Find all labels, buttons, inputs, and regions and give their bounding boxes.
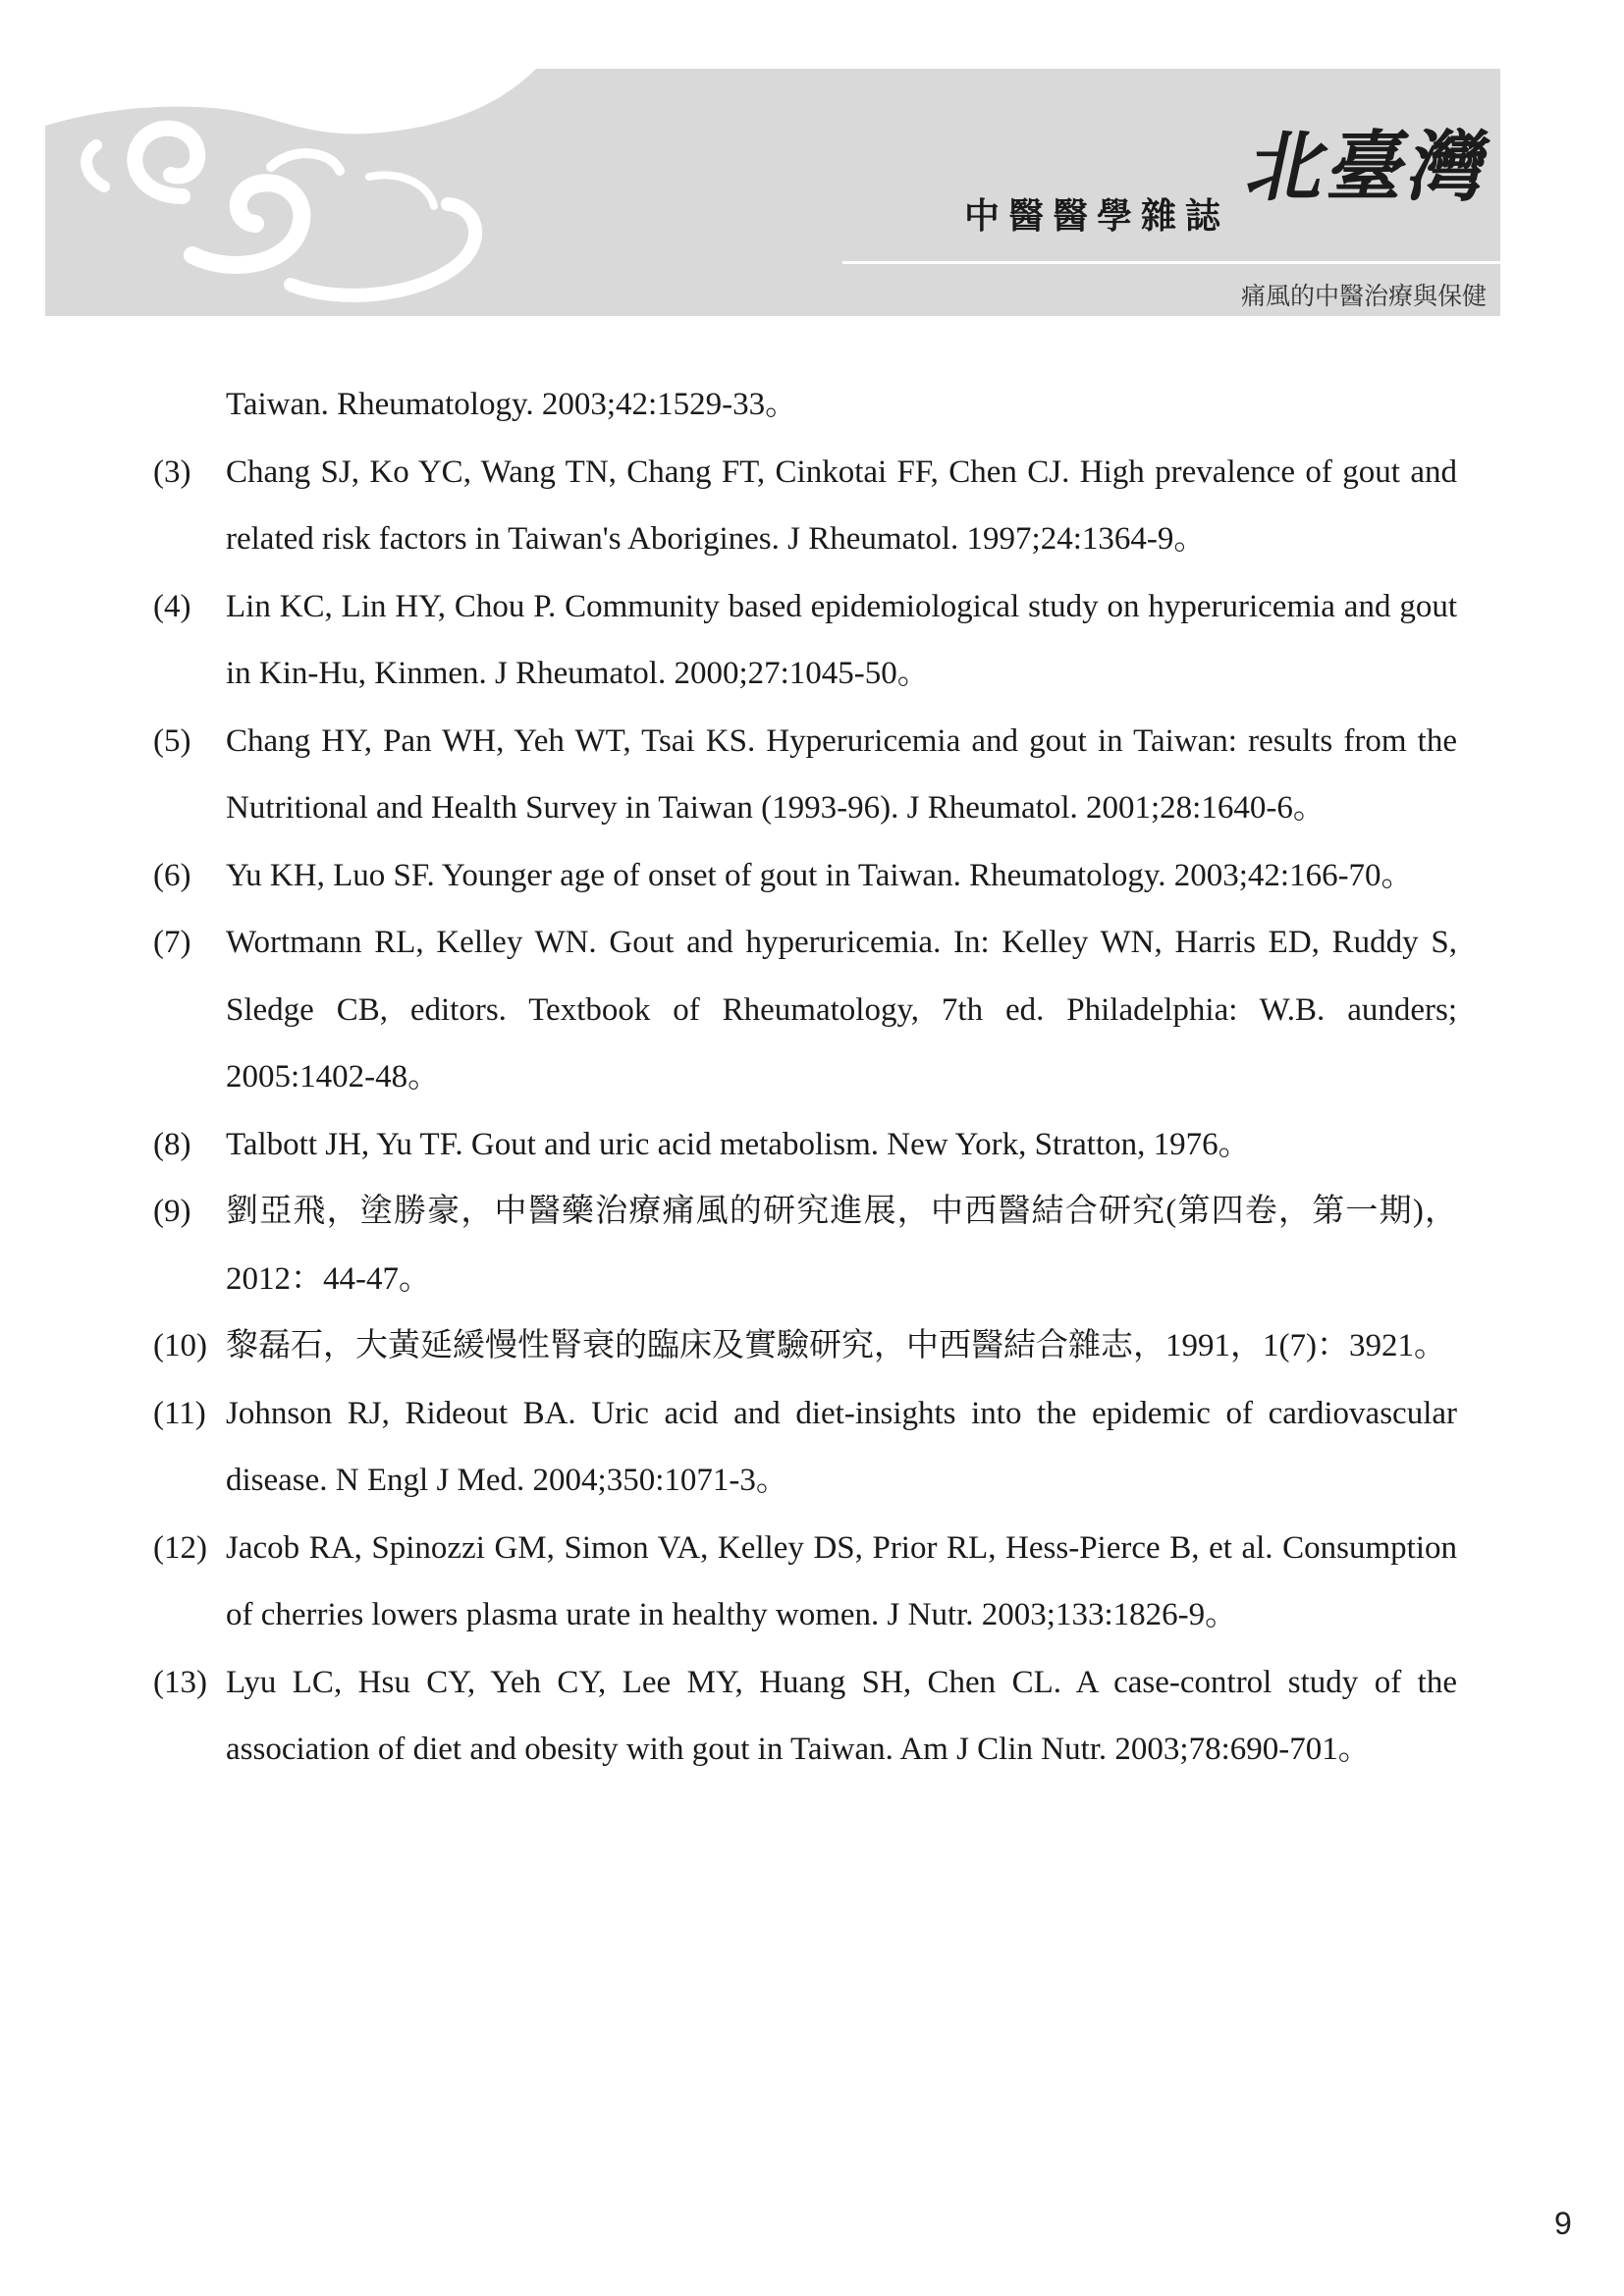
reference-text: Wortmann RL, Kelley WN. Gout and hyperuricemia. In: Kelley WN, Harris ED, Ruddy S, Sledge CB, editors. Textbook of Rheumatology, 7th ed. Philadelphia: W.B. aunders; 2005:1402-48。 [226,925,1457,1095]
reference-text: Yu KH, Luo SF. Younger age of onset of gout in Taiwan. Rheumatology. 2003;42:166-70。 [226,857,1414,893]
reference-number: (5) [153,722,191,759]
reference-text: Lin KC, Lin HY, Chou P. Community based epidemiological study on hyperuricemia and gout in Kin-Hu, Kinmen. J Rheumatol. 2000;27:1045-50。 [226,588,1457,691]
region-calligraphy: 北臺灣 [1239,123,1501,212]
reference-text: 劉亞飛，塗勝豪，中醫藥治療痛風的研究進展，中西醫結合研究(第四卷，第一期)，2012：44-47。 [226,1194,1457,1297]
reference-item [153,1380,1457,1515]
reference-text: Johnson RJ, Rideout BA. Uric acid and diet-insights into the epidemic of cardiovascular disease. N Engl J Med. 2004;350:1071-3。 [226,1395,1457,1498]
reference-item [153,573,1457,708]
reference-item [153,708,1457,842]
reference-number: (3) [153,454,191,490]
reference-item [153,909,1457,1111]
reference-text: 黎磊石，大黃延緩慢性腎衰的臨床及實驗研究，中西醫結合雜志，1991，1(7)：3921。 [226,1328,1446,1363]
reference-item [153,1312,1457,1380]
reference-item [153,1111,1457,1179]
reference-text: Jacob RA, Spinozzi GM, Simon VA, Kelley DS, Prior RL, Hess-Pierce B, et al. Consumption of cherries lowers plasma urate in healthy women. J Nutr. 2003;133:1826-9。 [226,1529,1457,1632]
reference-item [153,1515,1457,1649]
reference-number: (13) [153,1664,207,1700]
reference-item [153,1649,1457,1784]
reference-number: (4) [153,588,191,624]
reference-item [153,439,1457,573]
reference-text: Lyu LC, Hsu CY, Yeh CY, Lee MY, Huang SH, Chen CL. A case-control study of the association of diet and obesity with gout in Taiwan. Am J Clin Nutr. 2003;78:690-701。 [226,1664,1457,1767]
reference-number: (8) [153,1126,191,1162]
reference-number: (12) [153,1529,207,1566]
reference-item [153,842,1457,910]
reference-text: Chang HY, Pan WH, Yeh WT, Tsai KS. Hyperuricemia and gout in Taiwan: results from the Nutritional and Health Survey in Taiwan (1993-96). J Rheumatol. 2001;28:1640-6。 [226,722,1457,826]
reference-continuation: Taiwan. Rheumatology. 2003;42:1529-33。 [226,387,798,422]
reference-list [153,371,1457,1784]
reference-number: (7) [153,925,191,960]
header-divider [842,261,1500,264]
page-header [45,69,1500,316]
reference-number: (9) [153,1194,191,1229]
reference-number: (10) [153,1328,207,1363]
journal-title: 中醫醫學雜誌 [963,196,1229,237]
article-running-title: 痛風的中醫治療與保健 [1240,282,1487,310]
reference-text: Talbott JH, Yu TF. Gout and uric acid metabolism. New York, Stratton, 1976。 [226,1126,1251,1162]
reference-text: Chang SJ, Ko YC, Wang TN, Chang FT, Cinkotai FF, Chen CJ. High prevalence of gout and related risk factors in Taiwan's Aborigines. J Rheumatol. 1997;24:1364-9。 [226,454,1457,557]
reference-number: (11) [153,1395,206,1431]
reference-number: (6) [153,857,191,893]
page-number: 9 [1554,2206,1572,2241]
reference-item [153,1178,1457,1312]
